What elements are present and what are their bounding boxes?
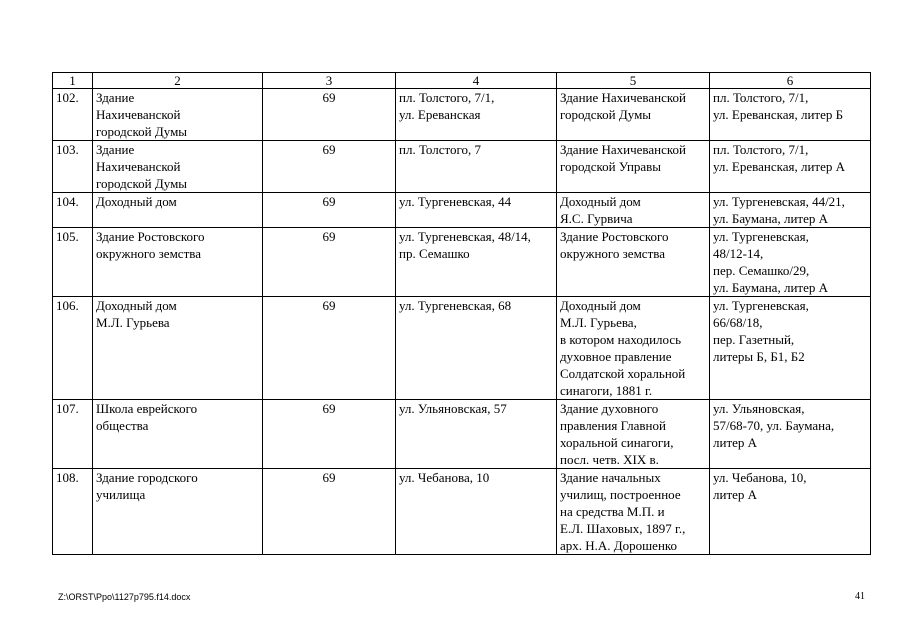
historical-name: Здание духовного правления Главной хоральной синагоги, посл. четв. XIX в. <box>557 400 710 469</box>
table-row <box>53 89 871 141</box>
territory-number: 69 <box>263 228 396 297</box>
territory-number: 69 <box>263 89 396 141</box>
table-row <box>53 228 871 297</box>
column-number: 6 <box>710 73 871 89</box>
table-row <box>53 469 871 555</box>
table-row <box>53 400 871 469</box>
object-name: Здание городского училища <box>93 469 263 555</box>
historical-name: Здание Нахичеванской городской Думы <box>557 89 710 141</box>
table-row <box>53 193 871 228</box>
current-address: пл. Толстого, 7/1, ул. Ереванская, литер Б <box>710 89 871 141</box>
column-number: 4 <box>396 73 557 89</box>
object-address: ул. Чебанова, 10 <box>396 469 557 555</box>
row-number: 104. <box>53 193 93 228</box>
column-number-row <box>53 73 871 89</box>
current-address: ул. Чебанова, 10, литер А <box>710 469 871 555</box>
territory-number: 69 <box>263 297 396 400</box>
historical-name: Здание начальных училищ, построенное на средства М.П. и Е.Л. Шаховых, 1897 г., арх. Н.А. Дорошенко <box>557 469 710 555</box>
table-row <box>53 141 871 193</box>
current-address: ул. Тургеневская, 48/12-14, пер. Семашко/29, ул. Баумана, литер А <box>710 228 871 297</box>
object-address: ул. Тургеневская, 44 <box>396 193 557 228</box>
territory-number: 69 <box>263 193 396 228</box>
current-address: ул. Тургеневская, 44/21, ул. Баумана, литер А <box>710 193 871 228</box>
territory-number: 69 <box>263 469 396 555</box>
object-address: пл. Толстого, 7 <box>396 141 557 193</box>
object-name: Здание Нахичеванской городской Думы <box>93 89 263 141</box>
row-number: 102. <box>53 89 93 141</box>
column-number: 3 <box>263 73 396 89</box>
object-name: Здание Нахичеванской городской Думы <box>93 141 263 193</box>
historical-name: Доходный дом М.Л. Гурьева, в котором находилось духовное правление Солдатской хоральной синагоги, 1881 г. <box>557 297 710 400</box>
historical-name: Доходный дом Я.С. Гурвича <box>557 193 710 228</box>
object-address: пл. Толстого, 7/1, ул. Ереванская <box>396 89 557 141</box>
object-address: ул. Тургеневская, 48/14, пр. Семашко <box>396 228 557 297</box>
object-name: Школа еврейского общества <box>93 400 263 469</box>
object-address: ул. Ульяновская, 57 <box>396 400 557 469</box>
table-row <box>53 297 871 400</box>
column-number: 2 <box>93 73 263 89</box>
historical-name: Здание Ростовского окружного земства <box>557 228 710 297</box>
object-name: Доходный дом М.Л. Гурьева <box>93 297 263 400</box>
current-address: ул. Тургеневская, 66/68/18, пер. Газетный, литеры Б, Б1, Б2 <box>710 297 871 400</box>
file-path-footer: Z:\ORST\Ppo\1127p795.f14.docx <box>58 592 191 602</box>
object-name: Здание Ростовского окружного земства <box>93 228 263 297</box>
historical-name: Здание Нахичеванской городской Управы <box>557 141 710 193</box>
column-number: 5 <box>557 73 710 89</box>
territory-number: 69 <box>263 141 396 193</box>
row-number: 108. <box>53 469 93 555</box>
row-number: 107. <box>53 400 93 469</box>
territory-number: 69 <box>263 400 396 469</box>
register-table <box>52 72 871 555</box>
current-address: пл. Толстого, 7/1, ул. Ереванская, литер А <box>710 141 871 193</box>
current-address: ул. Ульяновская, 57/68-70, ул. Баумана, литер А <box>710 400 871 469</box>
page-number: 41 <box>855 591 865 602</box>
column-number: 1 <box>53 73 93 89</box>
row-number: 106. <box>53 297 93 400</box>
row-number: 103. <box>53 141 93 193</box>
object-name: Доходный дом <box>93 193 263 228</box>
object-address: ул. Тургеневская, 68 <box>396 297 557 400</box>
row-number: 105. <box>53 228 93 297</box>
